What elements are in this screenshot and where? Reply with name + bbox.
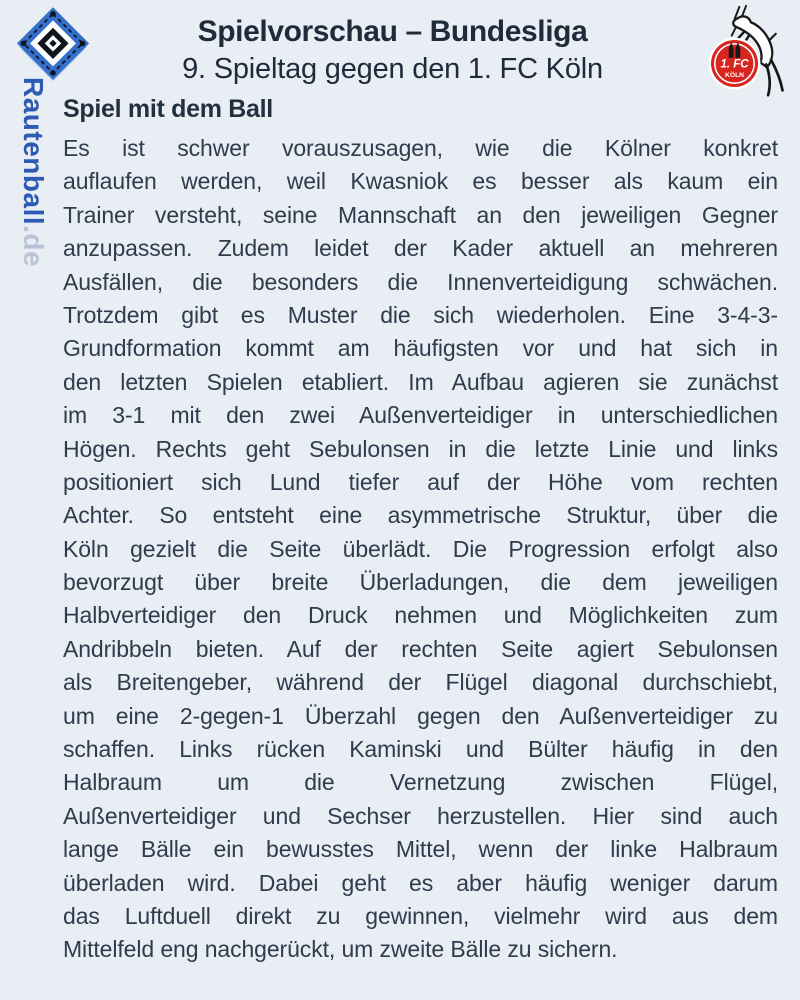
article-text-line: Trotzdem gibt es Muster die sich wiederholen. Eine 3-4-3- xyxy=(63,301,778,328)
article xyxy=(63,94,778,967)
article-text-line: lange Bälle ein bewusstes Mittel, wenn der linke Halbraum xyxy=(63,836,778,863)
article-text-line: Es ist schwer vorauszusagen, wie die Kölner konkret xyxy=(63,135,778,161)
article-text-line: Mittelfeld eng nachgerückt, um zweite Bälle zu sichern. xyxy=(63,936,618,963)
article-text-line: Köln gezielt die Seite überlädt. Die Progression erfolgt also xyxy=(63,535,778,562)
koeln-badge-text-1fc: 1. FC xyxy=(720,58,749,71)
article-text-line: Ausfällen, die besonders die Innenverteidigung schwächen. xyxy=(63,268,778,295)
page-title: Spielvorschau – Bundesliga xyxy=(197,15,588,48)
article-text-line: Achter. So entsteht eine asymmetrische Struktur, über die xyxy=(63,502,778,529)
brand-name: Rautenball xyxy=(18,77,49,226)
title-block xyxy=(110,14,675,86)
article-text-line: bevorzugt über breite Überladungen, die dem jeweiligen xyxy=(63,569,778,596)
koeln-badge-goat-icon xyxy=(698,4,796,100)
article-text-line: Halbverteidiger den Druck nehmen und Möglichkeiten zum xyxy=(63,602,778,629)
article-text-line: Grundformation kommt am häufigsten vor und hat sich in xyxy=(63,335,778,362)
article-text-line: auflaufen werden, weil Kwasniok es besser als kaum ein xyxy=(63,168,778,195)
article-text-line: den letzten Spielen etabliert. Im Aufbau agieren sie zunächst xyxy=(63,368,778,395)
article-text-line: anzupassen. Zudem leidet der Kader aktuell an mehreren xyxy=(63,235,778,262)
page-subtitle: 9. Spieltag gegen den 1. FC Köln xyxy=(182,53,603,85)
article-body xyxy=(63,132,778,967)
brand-tld: .de xyxy=(18,225,49,268)
article-text-line: überladen wird. Dabei geht es aber häufig weniger darum xyxy=(63,869,778,896)
article-text-line: schaffen. Links rücken Kaminski und Bülter häufig in den xyxy=(63,736,778,763)
koeln-badge-text-koeln: KÖLN xyxy=(724,71,745,79)
koeln-logo-icon xyxy=(698,4,796,100)
article-text-line: im 3-1 mit den zwei Außenverteidiger in unterschiedlichen xyxy=(63,402,778,429)
hsv-logo-icon xyxy=(10,4,96,86)
article-text-line: positioniert sich Lund tiefer auf der Höhe vom rechten xyxy=(63,468,778,495)
brand-watermark xyxy=(17,77,49,377)
hsv-diamond-icon xyxy=(10,4,96,86)
article-text-line: Trainer versteht, seine Mannschaft an den jeweiligen Gegner xyxy=(63,201,778,228)
article-text-line: als Breitengeber, während der Flügel diagonal durchschiebt, xyxy=(63,669,778,696)
article-text-line: Andribbeln bieten. Auf der rechten Seite agiert Sebulonsen xyxy=(63,635,778,662)
article-text-line: Högen. Rechts geht Sebulonsen in die letzte Linie und links xyxy=(63,435,778,462)
article-text-line: Halbraum um die Vernetzung zwischen Flügel, xyxy=(63,769,778,796)
article-text-line: das Luftduell direkt zu gewinnen, vielmehr wird aus dem xyxy=(63,902,778,929)
article-heading: Spiel mit dem Ball xyxy=(63,95,273,123)
header xyxy=(0,0,800,96)
article-text-line: Außenverteidiger und Sechser herzustellen. Hier sind auch xyxy=(63,802,778,829)
article-text-line: um eine 2-gegen-1 Überzahl gegen den Außenverteidiger zu xyxy=(63,702,778,729)
